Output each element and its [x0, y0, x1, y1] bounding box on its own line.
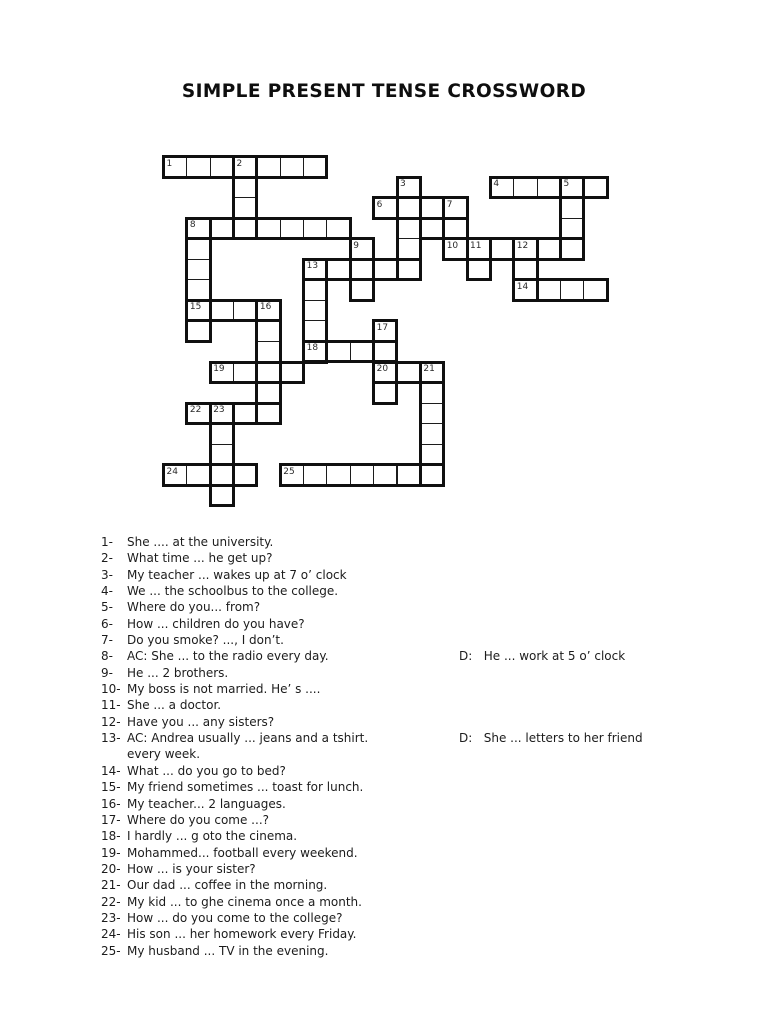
clue-text: How ... is your sister? [127, 861, 256, 876]
clue-line [101, 583, 761, 599]
cell-number: 5 [563, 179, 570, 190]
clue-line [101, 926, 761, 942]
cell-number: 18 [306, 343, 319, 354]
clue-text: How ... children do you have? [127, 616, 305, 631]
cell-number: 20 [376, 364, 389, 374]
clue-number: 25- [101, 943, 121, 958]
clue-line [101, 567, 761, 583]
cell-number: 14 [516, 281, 529, 292]
clue-line [101, 697, 761, 713]
clue-text: What time ... he get up? [127, 551, 273, 566]
cell-number: 25 [283, 466, 295, 477]
cell-number: 3 [400, 179, 406, 190]
cell-number: 7 [446, 199, 453, 210]
clue-continuation: every week. [127, 747, 201, 762]
clue-text: My friend sometimes ... toast for lunch. [127, 780, 364, 795]
cell-number: 24 [166, 466, 178, 477]
clue-number: 4- [101, 584, 113, 599]
clue-number: 8- [101, 649, 113, 664]
cell-number: 4 [493, 179, 500, 190]
clue-number: 12- [101, 714, 121, 729]
clue-text: What ... do you go to bed? [127, 763, 286, 778]
clue-number: 9- [101, 665, 113, 680]
clue-number: 1- [101, 535, 113, 549]
clue-line [101, 648, 761, 664]
clue-text: I hardly ... g oto the cinema. [127, 829, 298, 844]
cell-number: 8 [189, 220, 196, 231]
clue-number: 22- [101, 894, 121, 909]
clue-line [101, 845, 761, 861]
cell-number: 23 [213, 405, 225, 416]
cell-number: 19 [213, 364, 225, 374]
cell-number: 21 [423, 364, 435, 374]
word-outline [279, 463, 445, 487]
clue-line [101, 877, 761, 893]
cell-number: 10 [446, 240, 459, 251]
cell-number: 9 [353, 240, 360, 251]
clue-line [101, 599, 761, 615]
clue-line [101, 616, 761, 632]
clue-list [101, 534, 761, 959]
clue-line [101, 763, 761, 779]
clue-text: Our dad ... coffee in the morning. [127, 878, 328, 893]
clue-text: Have you ... any sisters? [127, 714, 275, 729]
cell-number: 12 [516, 240, 529, 251]
word-outline [489, 176, 609, 200]
clue-number: 19- [101, 845, 121, 860]
clue-text: My kid ... to ghe cinema once a month. [127, 894, 362, 909]
clue-line [101, 894, 761, 910]
cell-number: 11 [470, 240, 482, 251]
clue-text: She .... at the university. [127, 535, 274, 549]
cell-number: 15 [189, 302, 202, 313]
clue-text: His son ... her homework every Friday. [127, 927, 357, 942]
clue-number: 15- [101, 780, 121, 795]
clue-text: My boss is not married. He’ s .... [127, 682, 321, 697]
word-outline [209, 402, 235, 508]
clue-number: 7- [101, 633, 113, 648]
clue-line [101, 861, 761, 877]
clue-text: Do you smoke? ..., I don’t. [127, 633, 284, 648]
clue-number: 23- [101, 910, 121, 925]
clue-number: 16- [101, 796, 121, 811]
cell-number: 1 [166, 158, 173, 169]
clue-line [101, 796, 761, 812]
cell-number: 16 [259, 302, 272, 313]
clue-text: AC: She ... to the radio every day. [127, 649, 329, 664]
clue-number: 6- [101, 616, 113, 631]
cell-number: 13 [306, 261, 319, 272]
clue-text: AC: Andrea usually ... jeans and a tshirt. [127, 731, 369, 746]
clue-number: 11- [101, 698, 121, 713]
clue-line [101, 779, 761, 795]
clue-number: 18- [101, 829, 121, 844]
clue-number: 10- [101, 682, 121, 697]
clue-text: My teacher ... wakes up at 7 o’ clock [127, 567, 347, 582]
clue-text: My husband ... TV in the evening. [127, 943, 329, 958]
clue-line [101, 910, 761, 926]
clue-number: 2- [101, 551, 113, 566]
clue-text: We ... the schoolbus to the college. [127, 584, 339, 599]
word-outline [185, 217, 211, 343]
clue-line [101, 812, 761, 828]
clue-line [101, 681, 761, 697]
clue-text: Where do you... from? [127, 600, 261, 615]
clue-number: 17- [101, 812, 121, 827]
cell-number: 6 [376, 199, 383, 210]
clue-number: 24- [101, 927, 121, 942]
clue-number: 3- [101, 567, 113, 582]
clue-line [101, 632, 761, 648]
clue-line [101, 730, 761, 746]
clue-line [101, 714, 761, 730]
clue-text: Mohammed... football every weekend. [127, 845, 358, 860]
document-title: SIMPLE PRESENT TENSE CROSSWORD [181, 81, 587, 102]
down-clue-text: D: She ... letters to her friend [459, 731, 643, 746]
clue-line [101, 665, 761, 681]
clue-number: 13- [101, 731, 121, 746]
clue-line [101, 534, 761, 550]
clue-text: Where do you come ...? [127, 812, 269, 827]
cell-number: 2 [236, 158, 243, 169]
clue-text: He ... 2 brothers. [127, 665, 229, 680]
clue-number: 20- [101, 861, 121, 876]
down-clue-text: D: He ... work at 5 o’ clock [459, 649, 626, 664]
clue-text: My teacher... 2 languages. [127, 796, 286, 811]
clue-line [101, 550, 761, 566]
clue-line [101, 943, 761, 959]
clue-text: How ... do you come to the college? [127, 910, 343, 925]
cell-number: 22 [189, 405, 202, 416]
clue-text: She ... a doctor. [127, 698, 222, 713]
clue-number: 21- [101, 878, 121, 893]
cell-number: 17 [376, 322, 389, 333]
clue-line [101, 828, 761, 844]
clue-number: 14- [101, 763, 121, 778]
clue-number: 5- [101, 600, 113, 615]
